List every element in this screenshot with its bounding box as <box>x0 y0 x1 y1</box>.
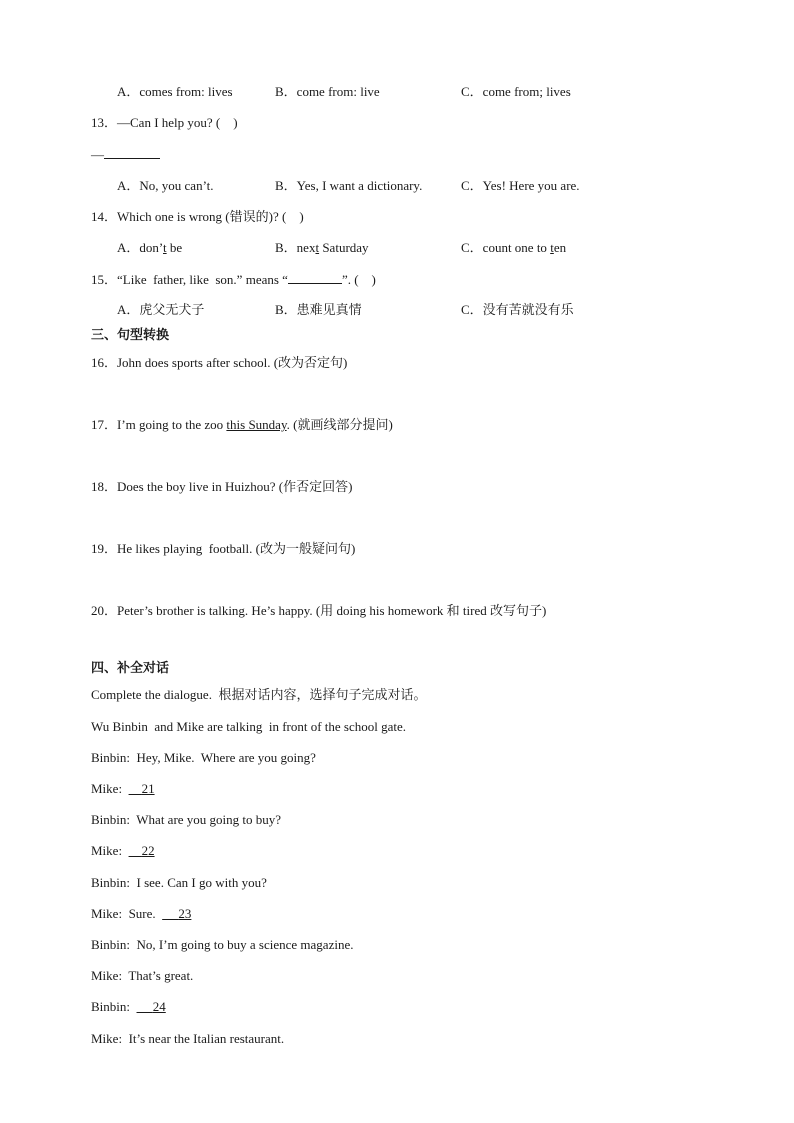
dialogue-line: Binbin: I see. Can I go with you? <box>91 875 267 890</box>
q13-option-c: C．Yes! Here you are. <box>461 178 580 193</box>
dialogue-instruction: Complete the dialogue. 根据对话内容，选择句子完成对话。 <box>91 687 427 702</box>
q13-stem: 13．—Can I help you? ( ) <box>91 115 238 130</box>
blank-number: 23 <box>178 906 192 921</box>
q18: 18．Does the boy live in Huizhou? (作否定回答) <box>91 479 353 494</box>
dialogue-line: Binbin: What are you going to buy? <box>91 812 282 827</box>
q12-option-a: A．comes from: lives <box>117 84 233 99</box>
q15-option-a: A．虎父无犬子 <box>117 302 205 317</box>
dialogue-line: Mike: 22 <box>91 843 155 858</box>
q12-option-c: C．come from; lives <box>461 84 571 99</box>
dialogue-line: Mike: Sure. 23 <box>91 906 192 921</box>
q14-stem: 14．Which one is wrong (错误的)? ( ) <box>91 209 304 224</box>
dialogue-line: Binbin: Hey, Mike. Where are you going? <box>91 750 316 765</box>
q14-option-a: A．don’t be <box>117 240 183 255</box>
section-3-title: 三、句型转换 <box>91 328 170 343</box>
blank-number: 22 <box>141 843 155 858</box>
q13-option-b: B．Yes, I want a dictionary. <box>275 178 423 193</box>
q14-option-b: B．next Saturday <box>275 240 369 255</box>
q15-option-c: C．没有苦就没有乐 <box>461 302 574 317</box>
q19: 19．He likes playing football. (改为一般疑问句) <box>91 541 356 556</box>
q12-option-b: B．come from: live <box>275 84 380 99</box>
q13-option-a: A．No, you can’t. <box>117 178 214 193</box>
dialogue-line: Mike: 21 <box>91 781 155 796</box>
dialogue-line: Binbin: 24 <box>91 999 166 1014</box>
dialogue-line: Mike: That’s great. <box>91 968 194 983</box>
blank-number: 24 <box>152 999 166 1014</box>
dialogue-context: Wu Binbin and Mike are talking in front of the school gate. <box>91 719 407 734</box>
answer-blank <box>288 271 342 284</box>
q15-stem: 15．“Like father, like son.” means “ ”. ( ) <box>91 272 376 287</box>
q17: 17．I’m going to the zoo this Sunday. (就画线部分提问) <box>91 417 393 432</box>
q17-underlined-phrase: this Sunday <box>226 417 287 432</box>
dialogue-line: Mike: It’s near the Italian restaurant. <box>91 1031 285 1046</box>
dialogue-line: Binbin: No, I’m going to buy a science magazine. <box>91 937 354 952</box>
q14-option-c: C．count one to ten <box>461 240 567 255</box>
section-4-title: 四、补全对话 <box>91 661 170 676</box>
q13-answer-line: — <box>91 146 160 163</box>
blank-number: 21 <box>141 781 155 796</box>
q15-option-b: B．患难见真情 <box>275 302 362 317</box>
q20: 20．Peter’s brother is talking. He’s happy. (用 doing his homework 和 tired 改写句子) <box>91 603 547 618</box>
answer-blank <box>104 146 160 159</box>
q16: 16．John does sports after school. (改为否定句) <box>91 355 348 370</box>
